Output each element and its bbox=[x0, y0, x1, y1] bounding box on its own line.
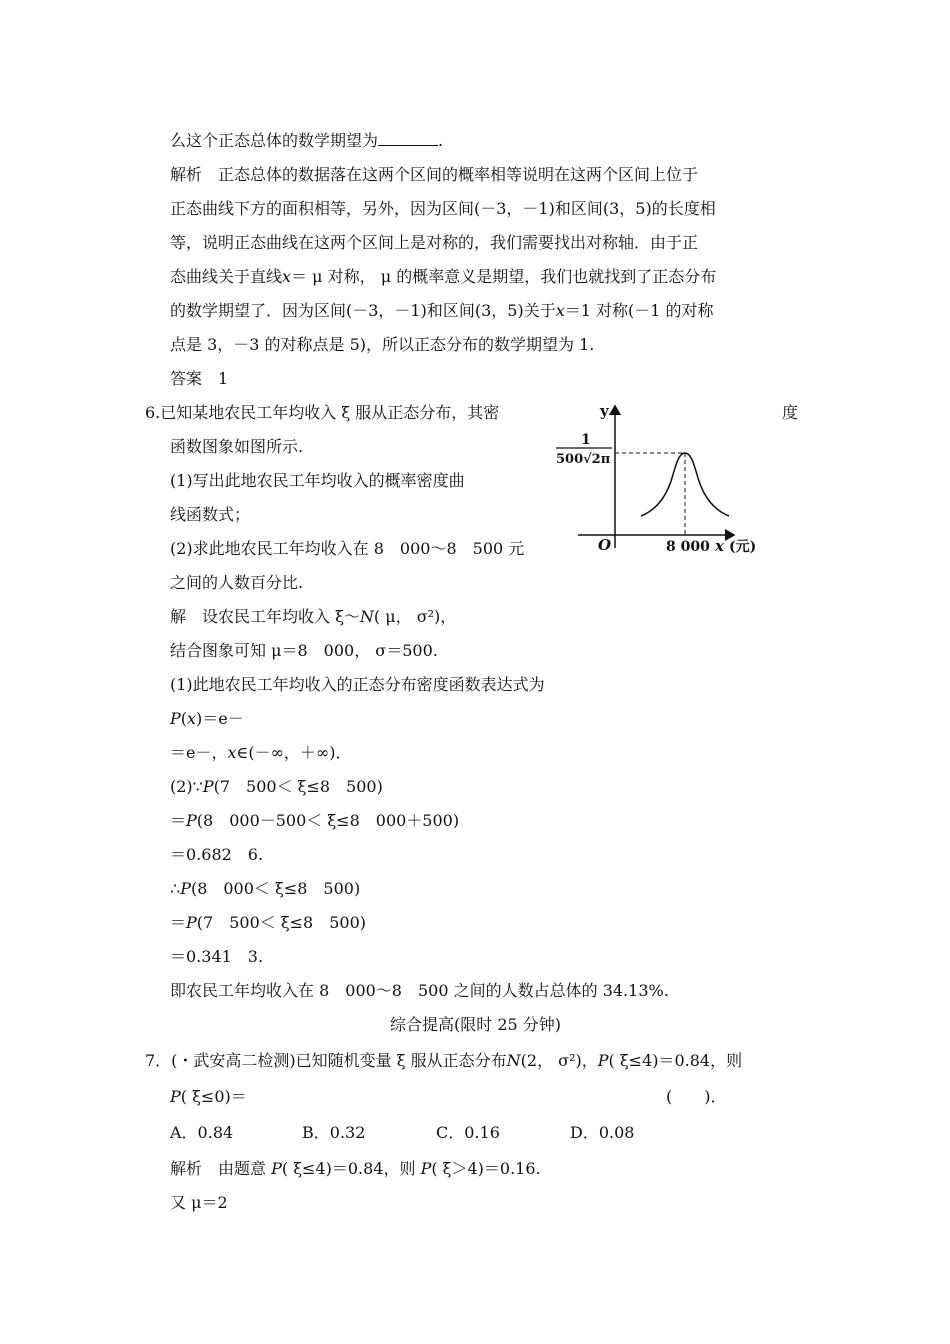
answer-blank bbox=[378, 131, 438, 146]
var-N: N bbox=[359, 607, 374, 626]
period: . bbox=[438, 131, 444, 150]
analysis-line bbox=[170, 1158, 541, 1180]
text: (2， σ²)， bbox=[520, 1051, 598, 1070]
var-P: P bbox=[271, 1159, 282, 1178]
answer-line: 答案 1 bbox=[170, 369, 229, 388]
solution-line: (1)此地农民工年均收入的正态分布密度函数表达式为 bbox=[170, 675, 545, 694]
solution-line bbox=[170, 810, 459, 832]
text: ∈(－∞，＋∞)． bbox=[236, 743, 352, 762]
text: ( μ， σ²)， bbox=[373, 607, 457, 626]
var-P: P bbox=[202, 777, 214, 796]
var-P: P bbox=[420, 1159, 432, 1178]
text: 态曲线关于直线 bbox=[170, 267, 283, 286]
option-d: D．0.08 bbox=[570, 1123, 635, 1142]
analysis-line: 等，说明正态曲线在这两个区间上是对称的，我们需要找出对称轴．由于正 bbox=[170, 233, 699, 252]
var-x: x bbox=[555, 301, 565, 320]
x-axis-label: x bbox=[715, 537, 724, 555]
text: (8 000－500＜ ξ≤8 000＋500) bbox=[196, 811, 460, 830]
text: 解 设农民工年均收入 ξ～ bbox=[170, 607, 360, 626]
var-P: P bbox=[180, 879, 191, 898]
normal-density-graph bbox=[548, 398, 778, 568]
var-x: x bbox=[187, 709, 197, 728]
text: ( ξ＞4)＝0.16. bbox=[431, 1159, 541, 1178]
text: ＝ bbox=[170, 913, 187, 932]
text: ＝1 对称(－1 的对称 bbox=[564, 301, 714, 320]
solution-line bbox=[170, 878, 360, 900]
analysis-line bbox=[170, 300, 714, 322]
analysis-line: 又 μ＝2 bbox=[170, 1193, 228, 1212]
origin-label: O bbox=[598, 536, 612, 554]
peak-numerator: 1 bbox=[581, 432, 591, 448]
analysis-line: 正态曲线下方的面积相等，另外，因为区间(－3，－1)和区间(3，5)的长度相 bbox=[170, 199, 716, 218]
text: ( bbox=[180, 709, 188, 728]
option-b: B．0.32 bbox=[302, 1123, 366, 1142]
var-P: P bbox=[170, 709, 181, 728]
question-6-part2-cont: 之间的人数百分比. bbox=[170, 573, 304, 592]
text: ( ξ≤4)＝0.84，则 bbox=[281, 1159, 416, 1178]
text: (8 000＜ ξ≤8 500) bbox=[190, 879, 361, 898]
question-6-part2: (2)求此地农民工年均收入在 8 000～8 500 元 bbox=[170, 539, 525, 558]
text: ( ξ≤4)＝0.84，则 bbox=[608, 1051, 743, 1070]
text: )＝e－ bbox=[196, 709, 244, 728]
solution-line bbox=[170, 776, 383, 798]
text: ＝ μ 对称， μ 的概率意义是期望，我们也就找到了正态分布 bbox=[291, 267, 717, 286]
section-heading: 综合提高(限时 25 分钟) bbox=[390, 1015, 562, 1034]
option-c: C．0.16 bbox=[436, 1123, 500, 1142]
solution-line bbox=[170, 742, 352, 764]
peak-x-label: 8 000 bbox=[666, 539, 710, 555]
solution-line: 结合图象可知 μ＝8 000， σ＝500. bbox=[170, 641, 438, 660]
analysis-line: 点是 3，－3 的对称点是 5)，所以正态分布的数学期望为 1. bbox=[170, 335, 595, 354]
var-P: P bbox=[597, 1051, 609, 1070]
solution-line: ＝0.682 6. bbox=[170, 845, 264, 864]
var-x: x bbox=[282, 267, 292, 286]
question-6-line: 函数图象如图所示. bbox=[170, 437, 304, 456]
peak-denominator: 500√2π bbox=[556, 452, 611, 467]
var-x: x bbox=[227, 743, 237, 762]
text-line bbox=[170, 130, 443, 152]
question-6-part1-cont: 线函数式； bbox=[170, 505, 251, 524]
question-text: 么这个正态总体的数学期望为 bbox=[170, 131, 379, 150]
text: ＝ bbox=[170, 811, 187, 830]
text: (7 500＜ ξ≤8 500) bbox=[213, 777, 383, 796]
var-N: N bbox=[506, 1051, 521, 1070]
question-6-part1: (1)写出此地农民工年均收入的概率密度曲 bbox=[170, 471, 465, 490]
text: 解析 由题意 bbox=[170, 1159, 267, 1178]
text: (7 500＜ ξ≤8 500) bbox=[196, 913, 367, 932]
text: (2)∵ bbox=[170, 777, 203, 796]
solution-line: 即农民工年均收入在 8 000～8 500 之间的人数占总体的 34.13%. bbox=[170, 981, 669, 1000]
analysis-line bbox=[170, 266, 716, 288]
var-P: P bbox=[186, 811, 197, 830]
option-a: A．0.84 bbox=[170, 1123, 234, 1142]
text: ∴ bbox=[170, 879, 181, 898]
solution-line bbox=[170, 708, 244, 730]
text: ＝e－， bbox=[170, 743, 228, 762]
solution-line: ＝0.341 3. bbox=[170, 947, 264, 966]
solution-line bbox=[170, 912, 366, 934]
solution-line bbox=[170, 606, 456, 628]
question-7-line bbox=[170, 1086, 247, 1108]
question-6-stem: 6.已知某地农民工年均收入 ξ 服从正态分布，其密 bbox=[145, 403, 500, 422]
unit-label: (元) bbox=[729, 539, 757, 555]
text: 的数学期望了．因为区间(－3，－1)和区间(3，5)关于 bbox=[170, 301, 556, 320]
question-6-stem-end: 度 bbox=[782, 403, 799, 422]
answer-bracket: ( )． bbox=[666, 1087, 727, 1106]
y-axis-label: y bbox=[600, 402, 609, 420]
var-P: P bbox=[186, 913, 197, 932]
analysis-line: 解析 正态总体的数据落在这两个区间的概率相等说明在这两个区间上位于 bbox=[170, 165, 699, 184]
text: 7．(・武安高二检测)已知随机变量 ξ 服从正态分布 bbox=[145, 1051, 507, 1070]
question-7-stem bbox=[145, 1050, 742, 1072]
var-P: P bbox=[170, 1087, 181, 1106]
text: ( ξ≤0)＝ bbox=[180, 1087, 247, 1106]
